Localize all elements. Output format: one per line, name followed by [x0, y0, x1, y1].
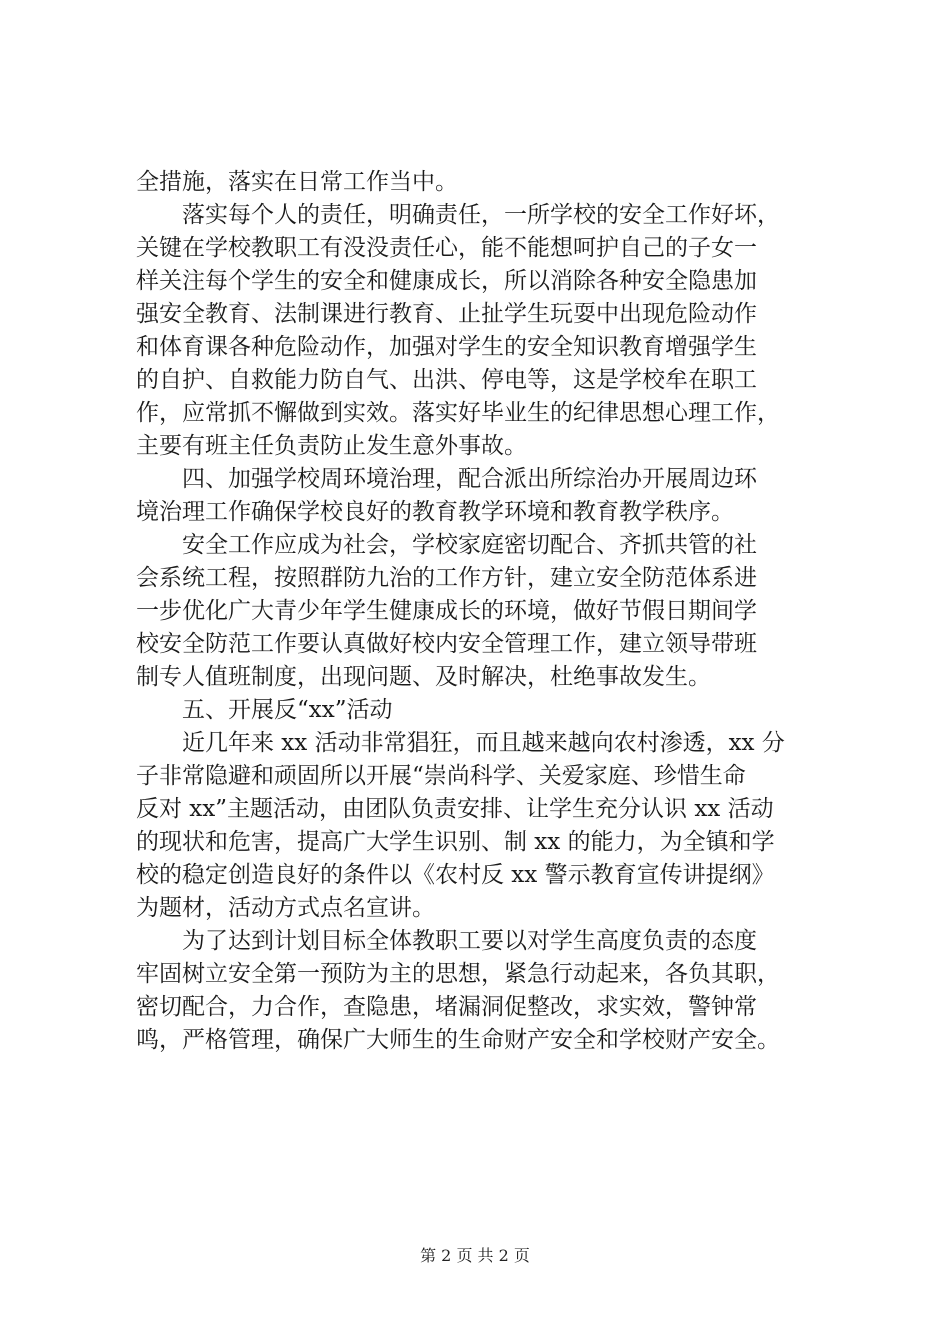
text-line: 和体育课各种危险动作，加强对学生的安全知识教育增强学生 — [136, 334, 757, 360]
text-line: 四、加强学校周环境治理，配合派出所综治办开展周边环 — [136, 466, 757, 492]
text-line: 反对 xx”主题活动，由团队负责安排、让学生充分认识 xx 活动 — [136, 796, 774, 822]
text-line: 作，应常抓不懈做到实效。落实好毕业生的纪律思想心理工作， — [136, 400, 780, 426]
text-line: 境治理工作确保学校良好的教育教学环境和教育教学秩序。 — [136, 499, 734, 525]
text-line: 为题材，活动方式点名宣讲。 — [136, 895, 435, 921]
text-line: 子非常隐避和顽固所以开展“崇尚科学、关爱家庭、珍惜生命 — [136, 763, 746, 789]
text-line: 落实每个人的责任，明确责任，一所学校的安全工作好坏， — [136, 202, 780, 228]
page-footer: 第 2 页 共 2 页 — [420, 1246, 530, 1265]
text-line: 安全工作应成为社会，学校家庭密切配合、齐抓共管的社 — [136, 532, 757, 558]
text-line: 关键在学校教职工有没没责任心，能不能想呵护自己的子女一 — [136, 235, 757, 261]
text-line: 主要有班主任负责防止发生意外事故。 — [136, 433, 527, 459]
text-line: 会系统工程，按照群防九治的工作方针，建立安全防范体系进 — [136, 565, 757, 591]
text-line: 的现状和危害，提高广大学生识别、制 xx 的能力，为全镇和学 — [136, 829, 775, 855]
text-line: 制专人值班制度，出现问题、及时解决，杜绝事故发生。 — [136, 664, 711, 690]
text-line: 近几年来 xx 活动非常猖狂，而且越来越向农村渗透，xx 分 — [136, 730, 785, 756]
text-line: 鸣，严格管理，确保广大师生的生命财产安全和学校财产安全。 — [136, 1027, 780, 1053]
text-line: 全措施，落实在日常工作当中。 — [136, 169, 458, 195]
text-line: 校安全防范工作要认真做好校内安全管理工作，建立领导带班 — [136, 631, 757, 657]
text-line: 强安全教育、法制课进行教育、止扯学生玩耍中出现危险动作 — [136, 301, 757, 327]
text-line: 五、开展反“xx”活动 — [136, 697, 393, 723]
text-line: 一步优化广大青少年学生健康成长的环境，做好节假日期间学 — [136, 598, 757, 624]
text-line: 牢固树立安全第一预防为主的思想，紧急行动起来，各负其职， — [136, 961, 780, 987]
text-line: 的自护、自救能力防自气、出洪、停电等，这是学校牟在职工 — [136, 367, 757, 393]
text-line: 校的稳定创造良好的条件以《农村反 xx 警示教育宣传讲提纲》 — [136, 862, 775, 888]
body-text — [136, 166, 836, 1057]
text-line: 密切配合，力合作，查隐患，堵漏洞促整改，求实效，警钟常 — [136, 994, 757, 1020]
text-line: 为了达到计划目标全体教职工要以对学生高度负责的态度 — [136, 928, 757, 954]
text-line: 样关注每个学生的安全和健康成长，所以消除各种安全隐患加 — [136, 268, 757, 294]
